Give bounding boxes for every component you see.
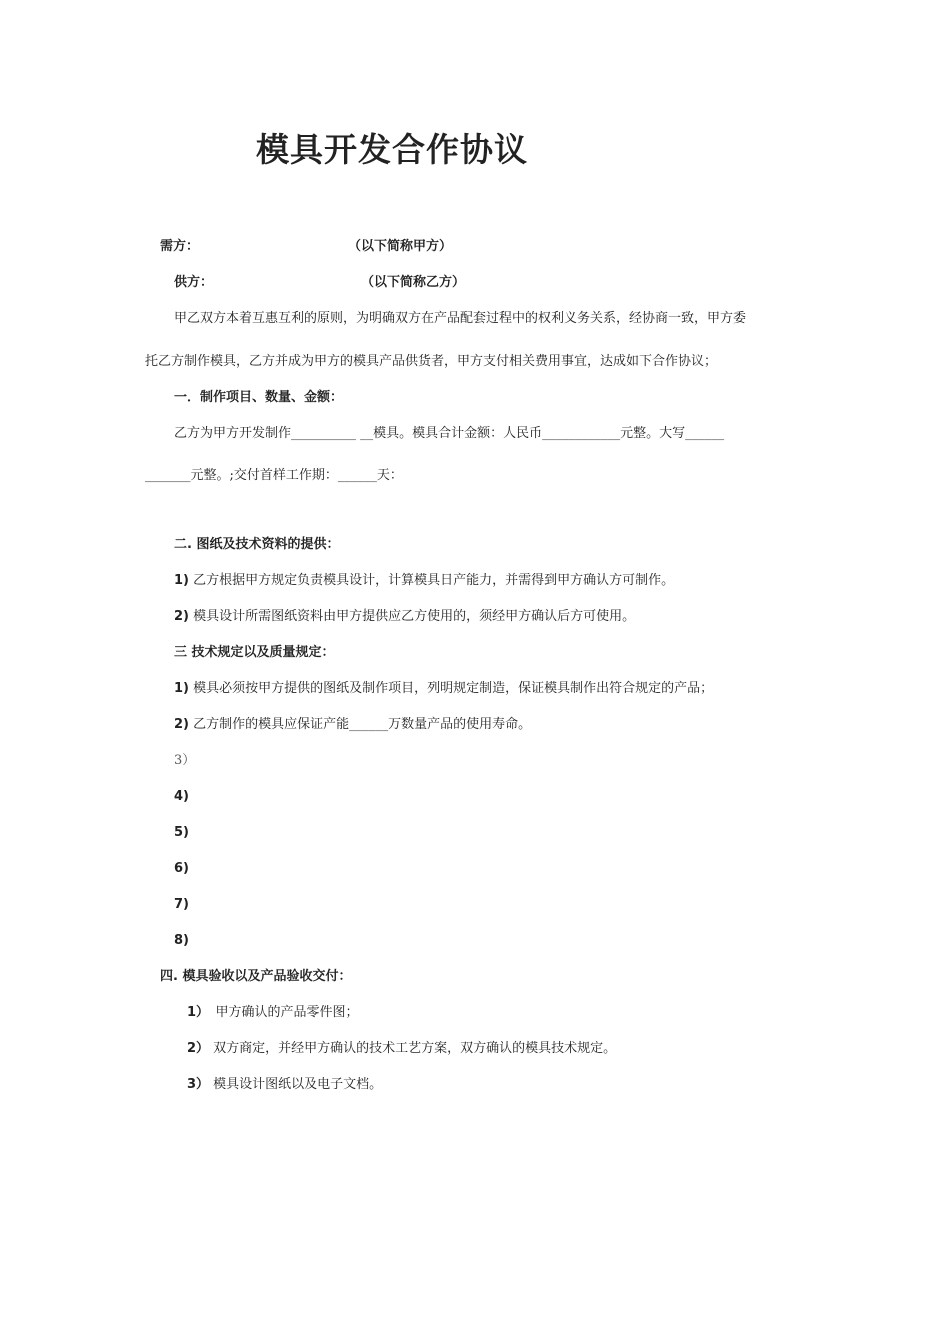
section-3-item	[174, 932, 189, 950]
section-3-item	[174, 716, 531, 734]
supply-party-label: 供方：	[174, 275, 214, 290]
section-4-item	[187, 1076, 382, 1094]
item-text: 模具设计图纸以及电子文档。	[209, 1077, 383, 1092]
section-1-line-1: 乙方为甲方开发制作__________ __模具。模具合计金额：人民币____________元整。大写______	[174, 426, 725, 441]
intro-line-2: 托乙方制作模具，乙方并成为甲方的模具产品供货者，甲方支付相关费用事宜，达成如下合作协议；	[145, 354, 718, 369]
section-2-item	[174, 572, 674, 590]
item-number: 1)	[174, 573, 189, 588]
section-3-item	[174, 752, 195, 770]
item-number: 4)	[174, 789, 189, 804]
item-text: 双方商定，并经甲方确认的技术工艺方案，双方确认的模具技术规定。	[209, 1041, 617, 1056]
section-3-item	[174, 824, 189, 842]
intro-line-1: 甲乙双方本着互惠互利的原则，为明确双方在产品配套过程中的权利义务关系，经协商一致，甲方委	[174, 311, 747, 326]
item-number: 2）	[187, 1041, 210, 1056]
item-number: 6)	[174, 861, 189, 876]
section-4-item	[187, 1004, 359, 1022]
item-text: 模具设计所需图纸资料由甲方提供应乙方使用的，须经甲方确认后方可使用。	[189, 609, 636, 624]
item-number: 1)	[174, 681, 189, 696]
section-3-item	[174, 788, 189, 806]
section-4-heading: 四. 模具验收以及产品验收交付：	[160, 969, 352, 984]
section-1-heading: 一．制作项目、数量、金额：	[174, 390, 344, 405]
item-number: 3）	[174, 753, 196, 768]
item-text: 甲方确认的产品零件图；	[202, 1005, 359, 1020]
item-number: 1）	[187, 1005, 203, 1020]
item-number: 3）	[187, 1077, 210, 1092]
section-2-item	[174, 608, 635, 626]
section-3-item	[174, 860, 189, 878]
document-title: 模具开发合作协议	[256, 130, 528, 169]
item-number: 5)	[174, 825, 189, 840]
section-4-item	[187, 1040, 616, 1058]
item-text: 模具必须按甲方提供的图纸及制作项目，列明规定制造，保证模具制作出符合规定的产品；	[189, 681, 714, 696]
item-text: 乙方根据甲方规定负责模具设计，计算模具日产能力，并需得到甲方确认方可制作。	[189, 573, 675, 588]
section-3-item	[174, 680, 713, 698]
supply-party-note: （以下简称乙方）	[361, 275, 466, 290]
section-3-heading: 三 技术规定以及质量规定：	[174, 645, 335, 660]
item-number: 7)	[174, 897, 189, 912]
demand-party-note: （以下简称甲方）	[348, 239, 453, 254]
section-1-line-2: _______元整。;交付首样工作期：______天：	[145, 468, 403, 483]
item-number: 2)	[174, 609, 189, 624]
demand-party-label: 需方：	[160, 239, 200, 254]
item-number: 8)	[174, 933, 189, 948]
item-number: 2)	[174, 717, 189, 732]
section-2-heading: 二. 图纸及技术资料的提供：	[174, 537, 340, 552]
section-3-item	[174, 896, 189, 914]
item-text: 乙方制作的模具应保证产能______万数量产品的使用寿命。	[189, 717, 532, 732]
